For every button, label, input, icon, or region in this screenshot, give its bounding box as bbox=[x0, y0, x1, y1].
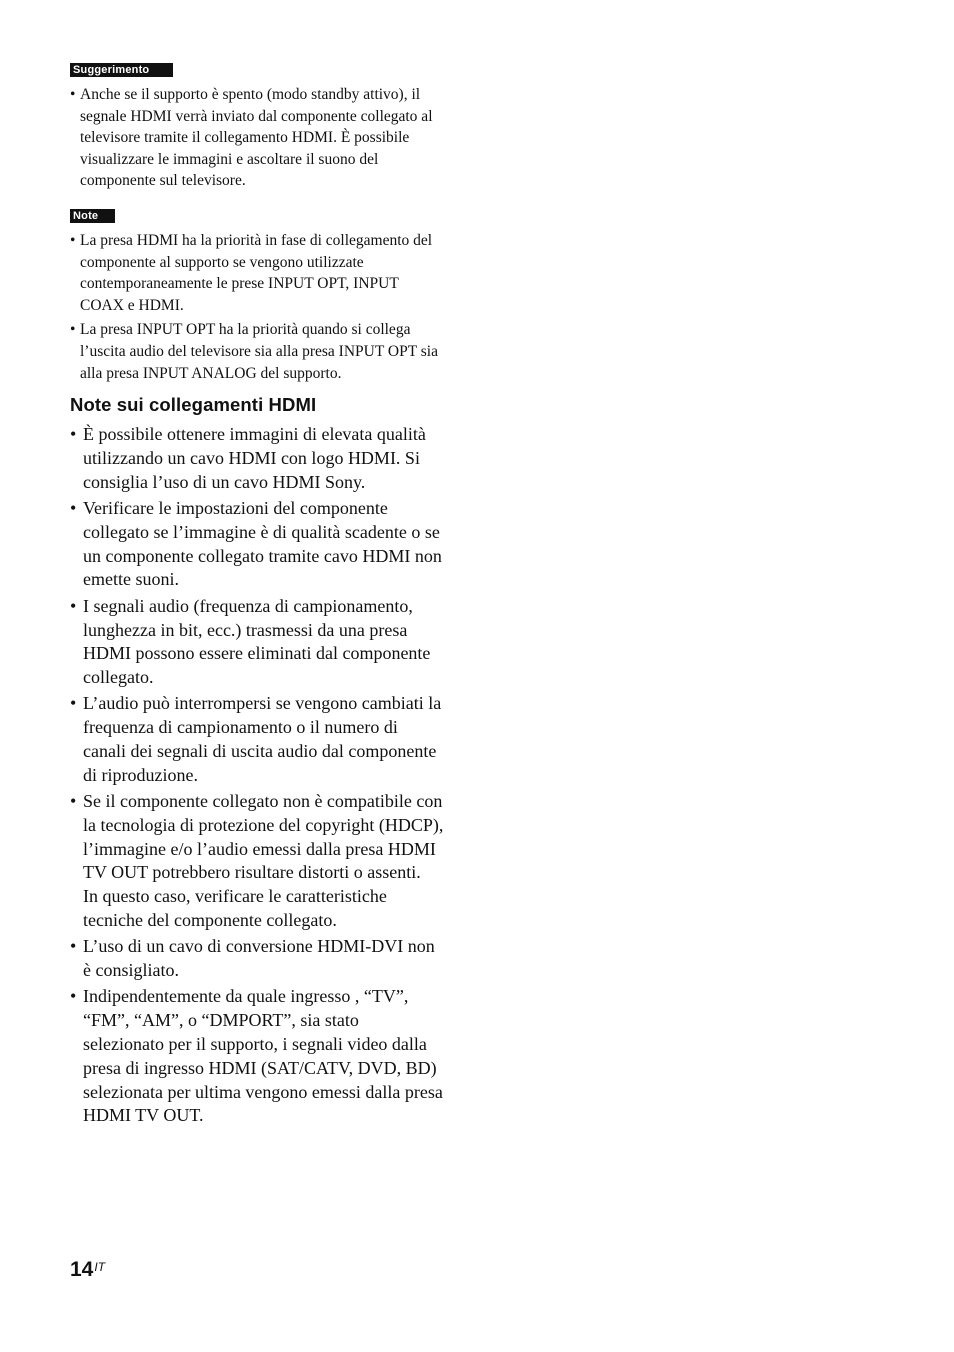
bullet-icon: • bbox=[70, 936, 77, 957]
note-label: Note bbox=[70, 209, 115, 223]
bullet-icon: • bbox=[70, 424, 77, 445]
note-item: • La presa HDMI ha la priorità in fase di collegamento del componente al supporto se vengono utilizzate contemporaneamente le prese INPUT OPT, INPUT COAX e HDMI. bbox=[70, 231, 433, 314]
list-item: • Verificare le impostazioni del componente collegato se l’immagine è di qualità scadente o se un componente collegato tramite cavo HDMI non emette suoni. bbox=[70, 498, 442, 590]
hdmi-notes-section bbox=[70, 394, 444, 1128]
tip-section bbox=[70, 60, 444, 192]
tip-item: • Anche se il supporto è spento (modo standby attivo), il segnale HDMI verrà inviato dal componente collegato al televisore tramite il collegamento HDMI. È possibile visualizzare le immagini e ascoltare il suono del componente sul televisore. bbox=[70, 86, 433, 190]
tip-list bbox=[70, 84, 444, 192]
list-item-extra: In questo caso, verificare le caratteristiche tecniche del componente collegato. bbox=[83, 886, 387, 931]
page-suffix: IT bbox=[94, 1260, 106, 1274]
list-item: • Indipendentemente da quale ingresso , “TV”, “FM”, “AM”, o “DMPORT”, sia stato selezionato per il supporto, i segnali video dalla presa di ingresso HDMI (SAT/CATV, DVD, BD) selezionata per ultima vengono emessi dalla presa HDMI TV OUT. bbox=[70, 986, 443, 1126]
hdmi-notes-list bbox=[70, 423, 444, 1128]
note-item: • La presa INPUT OPT ha la priorità quando si collega l’uscita audio del televisore sia alla presa INPUT OPT sia alla presa INPUT ANALOG del supporto. bbox=[70, 321, 438, 382]
list-item: • L’uso di un cavo di conversione HDMI-DVI non è consigliato. bbox=[70, 936, 435, 981]
bullet-icon: • bbox=[70, 231, 76, 249]
note-section bbox=[70, 206, 444, 384]
page-content bbox=[70, 60, 444, 1131]
bullet-icon: • bbox=[70, 498, 77, 519]
bullet-icon: • bbox=[70, 321, 76, 339]
bullet-icon: • bbox=[70, 791, 77, 812]
list-item: • È possibile ottenere immagini di elevata qualità utilizzando un cavo HDMI con logo HDMI. Si consiglia l’uso di un cavo HDMI Sony. bbox=[70, 424, 426, 492]
page-number: $14^{IT}$ bbox=[70, 1258, 106, 1281]
list-item: • L’audio può interrompersi se vengono cambiati la frequenza di campionamento o il numero di canali dei segnali di uscita audio dal componente di riproduzione. bbox=[70, 693, 442, 785]
bullet-icon: • bbox=[70, 693, 77, 714]
list-item: • Se il componente collegato non è compatibile con la tecnologia di protezione del copyright (HDCP), l’immagine e/o l’audio emessi dalla presa HDMI TV OUT potrebbero risultare distorti o assenti. In questo caso, verificare le caratteristiche tecniche del componente collegato. bbox=[70, 790, 444, 933]
tip-label: Suggerimento bbox=[70, 63, 173, 77]
note-list bbox=[70, 230, 444, 384]
bullet-icon: • bbox=[70, 986, 77, 1007]
bullet-icon: • bbox=[70, 595, 77, 616]
section-title: Note sui collegamenti HDMI bbox=[70, 394, 317, 416]
bullet-icon: • bbox=[70, 86, 76, 103]
list-item: • I segnali audio (frequenza di campionamento, lunghezza in bit, ecc.) trasmessi da una presa HDMI possono essere eliminati dal componente collegato. bbox=[70, 595, 431, 688]
